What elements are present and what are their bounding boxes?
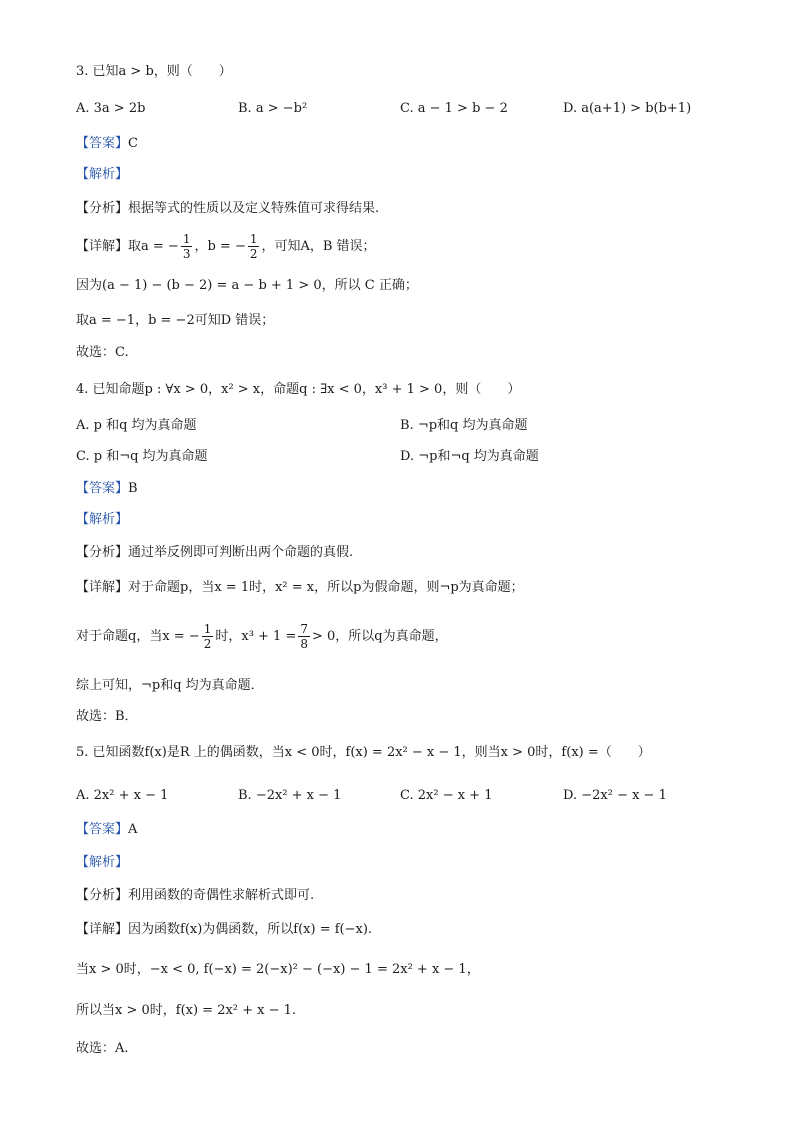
q4-option-a: A. p 和q 均为真命题: [76, 418, 197, 433]
fraction-numerator: 1: [182, 232, 191, 246]
q4-option-d: D. ¬p和¬q 均为真命题: [400, 449, 539, 464]
answer-tag: 【答案】: [76, 822, 129, 837]
q4-stem: 4. 已知命题p : ∀x > 0，x² > x，命题q : ∃x < 0，x³ + 1 > 0，则（ ）: [76, 382, 521, 397]
q5-fenxi-line: [76, 886, 314, 906]
fenxi-tag: 【分析】: [76, 888, 129, 903]
xiangjie-tag: 【详解】: [76, 239, 129, 254]
q3-stem: 3. 已知a > b，则（ ）: [76, 64, 232, 79]
q4-detail-line-2: [76, 622, 448, 652]
q3-xj1-post: ，可知A，B 错误；: [261, 239, 376, 254]
q3-fenxi-line: [76, 199, 379, 219]
q4-option-b: B. ¬p和q 均为真命题: [400, 418, 528, 433]
q5-conclusion: 故选：A.: [76, 1041, 129, 1056]
xiangjie-tag: 【详解】: [76, 580, 129, 595]
q3-option-b: B. a > −b²: [238, 101, 308, 116]
q3-xj1-pre: 取a = −: [128, 239, 179, 254]
q5-detail-line-2: 当x > 0时，−x < 0, f(−x) = 2(−x)² − (−x) − 1 = 2x² + x − 1，: [76, 962, 480, 977]
q3-option-d: D. a(a+1) > b(b+1): [563, 101, 692, 116]
q4-option-c: C. p 和¬q 均为真命题: [76, 449, 208, 464]
q5-fenxi-text: 利用函数的奇偶性求解析式即可.: [128, 888, 315, 903]
fraction-numerator: 1: [249, 232, 258, 246]
q3-answer-line: [76, 134, 138, 154]
q5-xiangjie-line: [76, 920, 372, 940]
fraction-denominator: 3: [182, 247, 191, 261]
q4-xiangjie-line: [76, 578, 524, 598]
analysis-tag: 【解析】: [76, 167, 129, 182]
q4-detail-line-3: 综上可知，¬p和q 均为真命题．: [76, 678, 264, 693]
q5-answer: A: [128, 822, 138, 837]
fraction-one-third: [181, 232, 193, 261]
fraction-denominator: 2: [249, 247, 258, 261]
q5-detail-line-3: 所以当x > 0时，f(x) = 2x² + x − 1.: [76, 1003, 297, 1018]
q3-answer: C: [128, 136, 138, 151]
q5-analysis-tag: [76, 853, 128, 873]
q4-fenxi-text: 通过举反例即可判断出两个命题的真假.: [128, 545, 354, 560]
q5-option-d: D. −2x² − x − 1: [563, 788, 667, 803]
fraction-numerator: 1: [203, 622, 212, 636]
fenxi-tag: 【分析】: [76, 201, 129, 216]
fraction-numerator: 7: [300, 622, 308, 636]
q3-detail-line-3: 取a = −1，b = −2可知D 错误；: [76, 313, 275, 328]
q4-xj1-text: 对于命题p，当x = 1时，x² = x，所以p为假命题，则¬p为真命题；: [128, 580, 524, 595]
q3-fenxi-text: 根据等式的性质以及定义特殊值可求得结果.: [128, 201, 380, 216]
q3-detail-line-2: 因为(a − 1) − (b − 2) = a − b + 1 > 0，所以 C 正确；: [76, 278, 418, 293]
q3-option-c: C. a − 1 > b − 2: [400, 101, 508, 116]
q4-fenxi-line: [76, 543, 353, 563]
analysis-tag: 【解析】: [76, 512, 129, 527]
xiangjie-tag: 【详解】: [76, 922, 129, 937]
fenxi-tag: 【分析】: [76, 545, 129, 560]
q4-xj2-mid: 时，x³ + 1 =: [215, 629, 297, 644]
q3-xiangjie-line: [76, 232, 376, 262]
fraction-seven-eighths: [298, 622, 310, 651]
q4-answer: B: [128, 481, 138, 496]
fraction-one-half: [202, 622, 214, 651]
analysis-tag: 【解析】: [76, 855, 129, 870]
q4-answer-line: [76, 479, 138, 499]
q4-conclusion: 故选：B．: [76, 709, 138, 724]
answer-tag: 【答案】: [76, 136, 129, 151]
q4-xj2-pre: 对于命题q，当x = −: [76, 629, 200, 644]
fraction-one-half: [248, 232, 260, 261]
q5-option-a: A. 2x² + x − 1: [76, 788, 169, 803]
fraction-denominator: 2: [203, 637, 212, 651]
answer-tag: 【答案】: [76, 481, 129, 496]
fraction-denominator: 8: [300, 637, 308, 651]
q5-option-c: C. 2x² − x + 1: [400, 788, 493, 803]
q3-xj1-mid: ，b = −: [194, 239, 246, 254]
q3-conclusion: 故选：C.: [76, 345, 129, 360]
q4-analysis-tag: [76, 510, 128, 530]
q5-answer-line: [76, 820, 137, 840]
q3-analysis-tag: [76, 165, 128, 185]
q3-option-a: A. 3a > 2b: [76, 101, 146, 116]
q5-xj1-text: 因为函数f(x)为偶函数，所以f(x) = f(−x).: [128, 922, 373, 937]
q5-stem: 5. 已知函数f(x)是R 上的偶函数，当x < 0时，f(x) = 2x² − x − 1，则当x > 0时，f(x) =（ ）: [76, 745, 651, 760]
q4-xj2-post: > 0，所以q为真命题，: [312, 629, 448, 644]
q5-option-b: B. −2x² + x − 1: [238, 788, 342, 803]
